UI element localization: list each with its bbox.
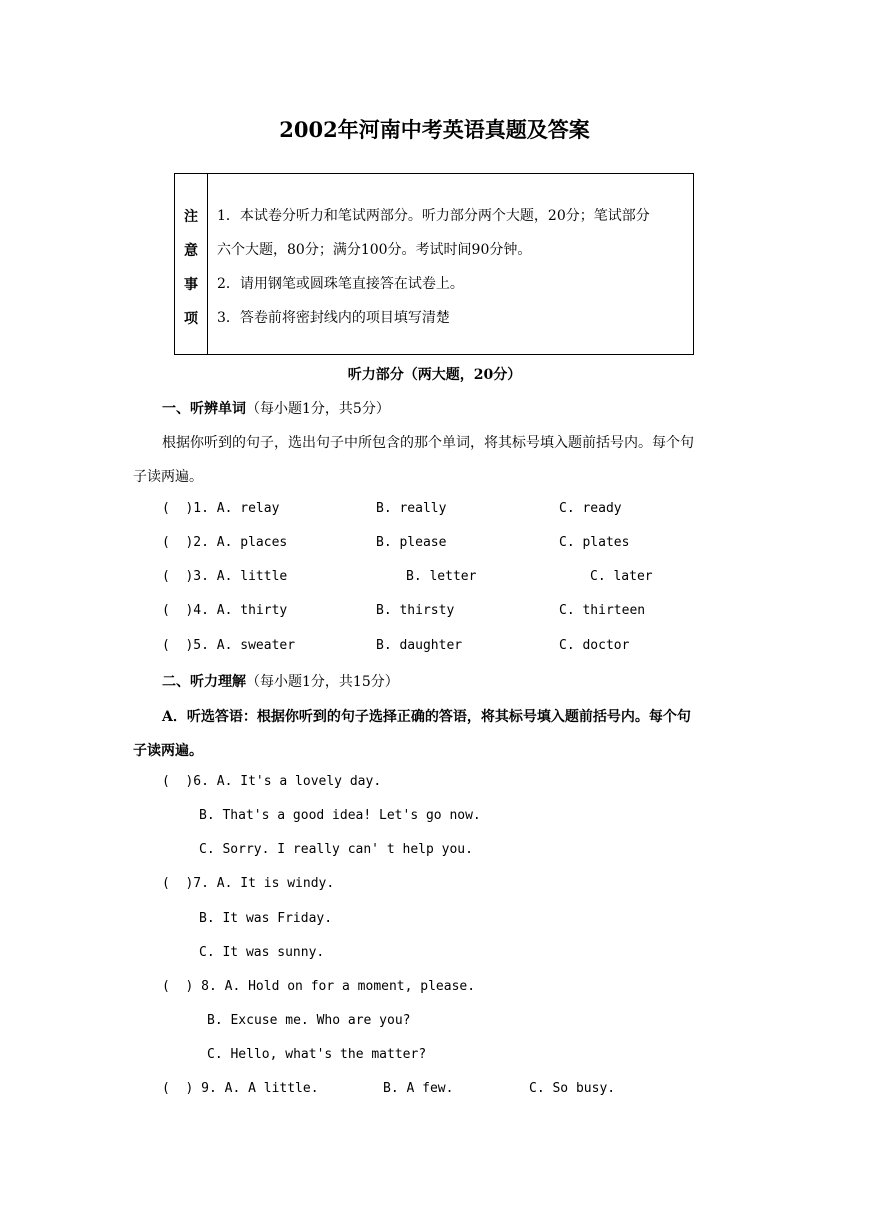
section1-instructions: 根据你听到的句子，选出句子中所包含的那个单词，将其标号填入题前括号内。每个句: [162, 435, 694, 451]
question-6-c: C. Sorry. I really can' t help you.: [199, 842, 473, 857]
notice-label-char: 注: [184, 209, 198, 225]
question-8-a: ( ) 8. A. Hold on for a moment, please.: [162, 979, 476, 994]
question-7-b: B. It was Friday.: [199, 911, 333, 926]
question-1-a: ( )1. A. relay: [162, 501, 280, 516]
notice-label-char: 项: [184, 311, 198, 327]
question-7-c: C. It was sunny.: [199, 945, 325, 960]
question-6-b: B. That's a good idea! Let's go now.: [199, 808, 481, 823]
question-5-a: ( )5. A. sweater: [162, 638, 296, 653]
section2-heading: [162, 671, 399, 691]
notice-line: 3．答卷前将密封线内的项目填写清楚: [217, 310, 450, 326]
question-8-c: C. Hello, what's the matter?: [207, 1047, 427, 1062]
question-2-a: ( )2. A. places: [162, 535, 288, 550]
question-5-c: C. doctor: [559, 638, 630, 653]
notice-label-char: 事: [184, 277, 198, 293]
part-a-instructions: A．听选答语：根据你听到的句子选择正确的答语，将其标号填入题前括号内。每个句: [162, 709, 691, 725]
question-7-a: ( )7. A. It is windy.: [162, 876, 335, 891]
notice-line: 2．请用钢笔或圆珠笔直接答在试卷上。: [217, 276, 464, 292]
question-2-b: B. please: [376, 535, 447, 550]
section2-note: （每小题1分，共15分）: [246, 674, 399, 690]
question-4-b: B. thirsty: [376, 603, 455, 618]
question-5-b: B. daughter: [376, 638, 463, 653]
notice-box: [174, 173, 694, 355]
notice-line: 六个大题，80分；满分100分。考试时间90分钟。: [217, 242, 532, 258]
notice-divider: [207, 174, 208, 354]
question-9-a: ( ) 9. A. A little.: [162, 1081, 319, 1096]
listening-header: 听力部分（两大题，20分）: [347, 367, 522, 383]
question-1-b: B. really: [376, 501, 447, 516]
question-9-b: B. A few.: [383, 1081, 454, 1096]
question-4-c: C. thirteen: [559, 603, 646, 618]
question-3-a: ( )3. A. little: [162, 569, 288, 584]
question-8-b: B. Excuse me. Who are you?: [207, 1013, 411, 1028]
question-2-c: C. plates: [559, 535, 630, 550]
question-6-a: ( )6. A. It's a lovely day.: [162, 774, 382, 789]
section2-title: 二、听力理解: [162, 674, 246, 690]
question-3-b: B. letter: [406, 569, 477, 584]
question-9-c: C. So busy.: [529, 1081, 616, 1096]
part-a-instructions-cont: 子读两遍。: [133, 743, 203, 759]
section1-heading: [162, 398, 390, 418]
section1-title: 一、听辨单词: [162, 401, 246, 417]
section1-instructions-cont: 子读两遍。: [133, 469, 203, 485]
page-title: 2002年河南中考英语真题及答案: [279, 117, 590, 142]
section1-note: （每小题1分，共5分）: [246, 401, 390, 417]
notice-line: 1．本试卷分听力和笔试两部分。听力部分两个大题，20分；笔试部分: [217, 208, 650, 224]
question-1-c: C. ready: [559, 501, 622, 516]
notice-label-char: 意: [184, 243, 198, 259]
question-4-a: ( )4. A. thirty: [162, 603, 288, 618]
question-3-c: C. later: [590, 569, 653, 584]
